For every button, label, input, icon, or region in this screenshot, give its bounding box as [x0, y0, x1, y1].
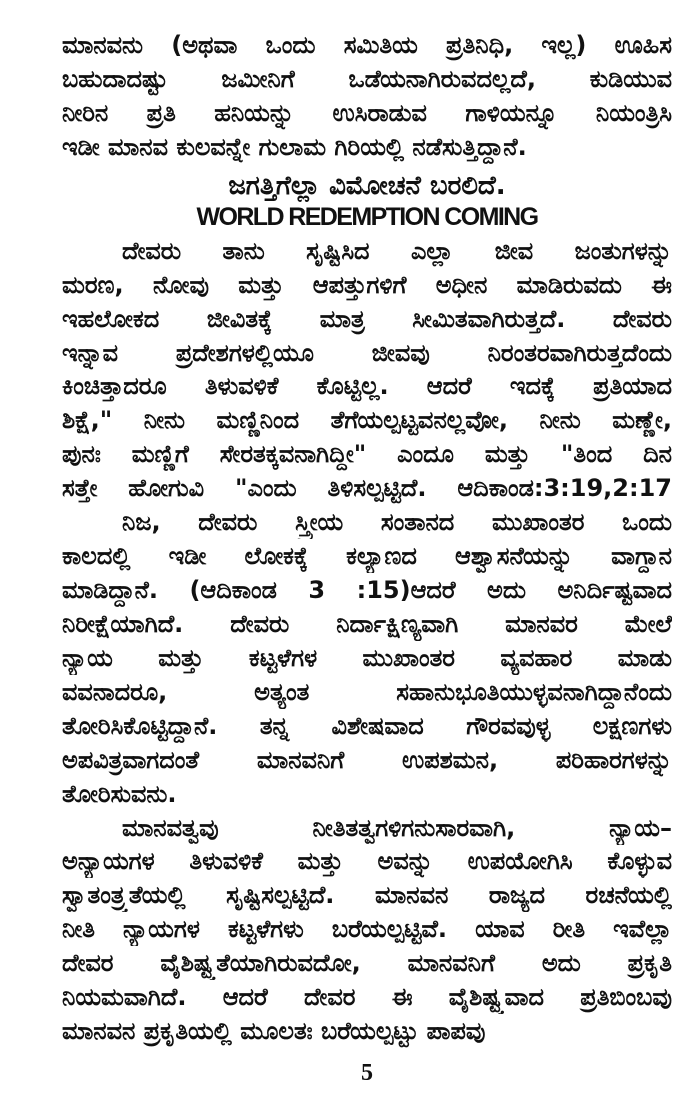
paragraph-1-line-3: ಇಹಲೋಕದ ಜೀವಿತಕ್ಕೆ ಮಾತ್ರ ಸೀಮಿತವಾಗಿರುತ್ತದೆ. ದೇವರು — [62, 304, 672, 333]
paragraph-top-line-2: ಬಹುದಾದಷ್ಟು ಜಮೀನಿಗೆ ಒಡೆಯನಾಗಿರುವದಲ್ಲದೆ, ಕುಡಿಯುವ — [62, 64, 672, 93]
paragraph-3-line-6: ನಿಯಮವಾಗಿದೆ. ಆದರೆ ದೇವರ ಈ ವೈಶಿಷ್ಟ್ಯವಾದ ಪ್ರತಿಬಿಂಬವು — [62, 983, 672, 1012]
paragraph-1-line-6: ಶಿಕ್ಷೆ," ನೀನು ಮಣ್ಣಿನಿಂದ ತೆಗೆಯಲ್ಪಟ್ಟವನಲ್ಲವೋ, ನೀನು ಮಣ್ಣೇ, — [62, 406, 672, 435]
paragraph-1-line-2: ಮರಣ, ನೋವು ಮತ್ತು ಆಪತ್ತುಗಳಿಗೆ ಅಧೀನ ಮಾಡಿರುವದು ಈ — [62, 270, 672, 299]
paragraph-3-line-7: ಮಾನವನ ಪ್ರಕೃತಿಯಲ್ಲಿ ಮೂಲತಃ ಬರೆಯಲ್ಪಟ್ಟು ಪಾಪವು — [62, 1017, 486, 1046]
paragraph-3-line-3: ಸ್ವಾತಂತ್ರ್ಯತೆಯಲ್ಲಿ ಸೃಷ್ಟಿಸಲ್ಪಟ್ಟಿದೆ. ಮಾನವನ ರಾಜ್ಯದ ರಚನೆಯಲ್ಲಿ — [62, 881, 672, 910]
paragraph-top-line-3: ನೀರಿನ ಪ್ರತಿ ಹನಿಯನ್ನು ಉಸಿರಾಡುವ ಗಾಳಿಯನ್ನೂ ನಿಯಂತ್ರಿಸಿ — [62, 98, 672, 127]
paragraph-1-line-1: ದೇವರು ತಾನು ಸೃಷ್ಟಿಸಿದ ಎಲ್ಲಾ ಜೀವ ಜಂತುಗಳನ್ನು — [122, 236, 672, 265]
paragraph-top-line-4: ಇಡೀ ಮಾನವ ಕುಲವನ್ನೇ ಗುಲಾಮ ಗಿರಿಯಲ್ಲಿ ನಡೆಸುತ್ತಿದ್ದಾನೆ. — [62, 132, 527, 161]
paragraph-1-line-4: ಇನ್ನಾವ ಪ್ರದೇಶಗಳಲ್ಲಿಯೂ ಜೀವವು ನಿರಂತರವಾಗಿರುತ್ತದೆಂದು — [62, 338, 672, 367]
paragraph-2-line-5: ನ್ಯಾಯ ಮತ್ತು ಕಟ್ಟಳೆಗಳ ಮುಖಾಂತರ ವ್ಯವಹಾರ ಮಾಡು — [62, 643, 672, 672]
paragraph-1-line-8: ಸತ್ತೇ ಹೋಗುವಿ "ಎಂದು ತಿಳಿಸಲ್ಪಟ್ಟಿದೆ. ಆದಿಕಾಂಡ:3:19,2:17 — [62, 474, 672, 503]
paragraph-2-line-7: ತೋರಿಸಿಕೊಟ್ಟಿದ್ದಾನೆ. ತನ್ನ ವಿಶೇಷವಾದ ಗೌರವವುಳ್ಳ ಲಕ್ಷಣಗಳು — [62, 711, 672, 740]
paragraph-2-line-1: ನಿಜ, ದೇವರು ಸ್ತ್ರೀಯ ಸಂತಾನದ ಮುಖಾಂತರ ಒಂದು — [122, 508, 672, 537]
paragraph-2-line-8: ಅಪವಿತ್ರವಾಗದಂತೆ ಮಾನವನಿಗೆ ಉಪಶಮನ, ಪರಿಹಾರಗಳನ್ನು — [62, 745, 672, 774]
paragraph-1-line-5: ಕಿಂಚಿತ್ತಾದರೂ ತಿಳುವಳಿಕೆ ಕೊಟ್ಟಿಲ್ಲ. ಆದರೆ ಇದಕ್ಕೆ ಪ್ರತಿಯಾದ — [62, 372, 672, 401]
paragraph-3-line-4: ನೀತಿ ನ್ಯಾಯಗಳ ಕಟ್ಟಳೆಗಳು ಬರೆಯಲ್ಪಟ್ಟಿವೆ. ಯಾವ ರೀತಿ ಇವೆಲ್ಲಾ — [62, 915, 672, 944]
page-number: 5 — [361, 1060, 373, 1086]
paragraph-2-line-2: ಕಾಲದಲ್ಲಿ ಇಡೀ ಲೋಕಕ್ಕೆ ಕಲ್ಯಾಣದ ಆಶ್ವಾಸನೆಯನ್ನು ವಾಗ್ದಾನ — [62, 542, 672, 571]
paragraph-2-line-3: ಮಾಡಿದ್ದಾನೆ. (ಆದಿಕಾಂಡ 3 :15)ಆದರೆ ಅದು ಅನಿರ್ದಿಷ್ಟವಾದ — [62, 576, 672, 604]
paragraph-1-line-7: ಪುನಃ ಮಣ್ಣಿಗೆ ಸೇರತಕ್ಕವನಾಗಿದ್ದೀ" ಎಂದೂ ಮತ್ತು "ತಿಂದ ದಿನ — [62, 440, 672, 469]
section-heading-english: WORLD REDEMPTION COMING — [196, 202, 538, 231]
paragraph-3-line-2: ಅನ್ಯಾಯಗಳ ತಿಳುವಳಿಕೆ ಮತ್ತು ಅವನ್ನು ಉಪಯೋಗಿಸಿ ಕೊಳ್ಳುವ — [62, 847, 672, 876]
section-heading-kannada: ಜಗತ್ತಿಗೆಲ್ಲಾ ವಿಮೋಚನೆ ಬರಲಿದೆ. — [228, 170, 506, 201]
paragraph-top-line-1: ಮಾನವನು (ಅಥವಾ ಒಂದು ಸಮಿತಿಯ ಪ್ರತಿನಿಧಿ, ಇಲ್ಲ) ಊಹಿಸ — [62, 31, 672, 59]
document-page — [62, 28, 672, 1086]
paragraph-3-line-1: ಮಾನವತ್ವವು ನೀತಿತತ್ವಗಳಿಗನುಸಾರವಾಗಿ, ನ್ಯಾಯ– — [122, 813, 672, 842]
paragraph-2-line-6: ವವನಾದರೂ, ಅತ್ಯಂತ ಸಹಾನುಭೂತಿಯುಳ್ಳವನಾಗಿದ್ದಾನೆಂದು — [62, 677, 672, 706]
paragraph-3-line-5: ದೇವರ ವೈಶಿಷ್ಟ್ಯತೆಯಾಗಿರುವದೋ, ಮಾನವನಿಗೆ ಅದು ಪ್ರಕೃತಿ — [62, 949, 672, 978]
paragraph-2-line-4: ನಿರೀಕ್ಷೆಯಾಗಿದೆ. ದೇವರು ನಿರ್ದಾಕ್ಷಿಣ್ಯವಾಗಿ ಮಾನವರ ಮೇಲೆ — [62, 609, 672, 638]
paragraph-2-line-9: ತೋರಿಸುವನು. — [62, 779, 177, 808]
